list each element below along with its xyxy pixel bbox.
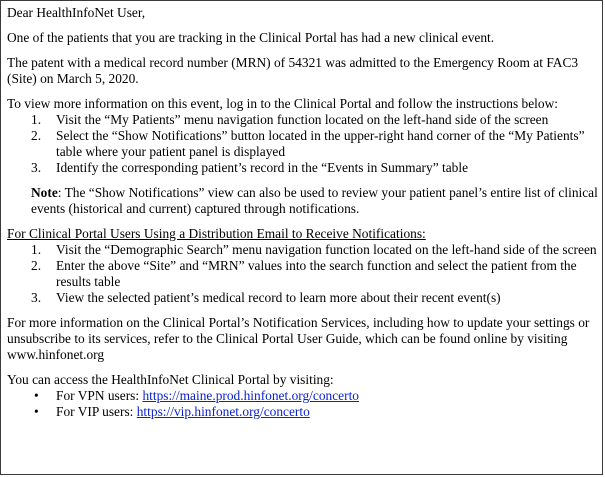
bullet-icon: •: [34, 388, 39, 403]
distribution-heading: For Clinical Portal Users Using a Distribution Email to Receive Notifications:: [7, 226, 426, 241]
intro-paragraph: One of the patients that you are tracking in the Clinical Portal has had a new clinical event.: [7, 30, 495, 45]
list-item: 1. Visit the “My Patients” menu navigation function located on the left-hand side of the screen: [31, 112, 549, 127]
more-info-paragraph: For more information on the Clinical Portal’s Notification Services, including how to update your settings or unsubscribe to its services, refer to the Clinical Portal User Guide, which can be found online by visiting www.hinfonet.org: [7, 315, 590, 362]
vpn-link[interactable]: https://maine.prod.hinfonet.org/concerto: [142, 388, 359, 403]
list-item: 3. Identify the corresponding patient’s record in the “Events in Summary” table: [31, 160, 469, 175]
list-item: • For VIP users: https://vip.hinfonet.org/concerto: [34, 404, 310, 419]
list-item: 2. Enter the above “Site” and “MRN” values into the search function and select the patient from the results table: [31, 258, 577, 289]
note-text: : The “Show Notifications” view can also be used to review your patient panel’s entire list of clinical events (historical and current) captured through notifications.: [31, 185, 598, 216]
distribution-steps-list: [7, 242, 601, 306]
list-item: 2. Select the “Show Notifications” button located in the upper-right hand corner of the “My Patients” table where your patient panel is displayed: [31, 128, 585, 159]
vip-link[interactable]: https://vip.hinfonet.org/concerto: [136, 404, 310, 419]
event-paragraph: The patent with a medical record number (MRN) of 54321 was admitted to the Emergency Room at FAC3 (Site) on March 5, 2020.: [7, 55, 579, 86]
note-label: Note: [31, 185, 58, 200]
greeting: Dear HealthInfoNet User,: [7, 5, 146, 20]
access-links-list: [7, 388, 601, 420]
list-item: 1. Visit the “Demographic Search” menu navigation function located on the left-hand side of the screen: [31, 242, 597, 257]
access-intro: You can access the HealthInfoNet Clinical Portal by visiting:: [7, 372, 334, 387]
list-item: 3. View the selected patient’s medical record to learn more about their recent event(s): [31, 290, 501, 305]
view-steps-list: [7, 112, 601, 176]
view-instructions-intro: To view more information on this event, log in to the Clinical Portal and follow the instructions below:: [7, 96, 558, 111]
bullet-icon: •: [34, 404, 39, 419]
note-paragraph: [7, 185, 601, 217]
email-content: [7, 5, 601, 420]
list-item: • For VPN users: https://maine.prod.hinfonet.org/concerto: [34, 388, 359, 403]
